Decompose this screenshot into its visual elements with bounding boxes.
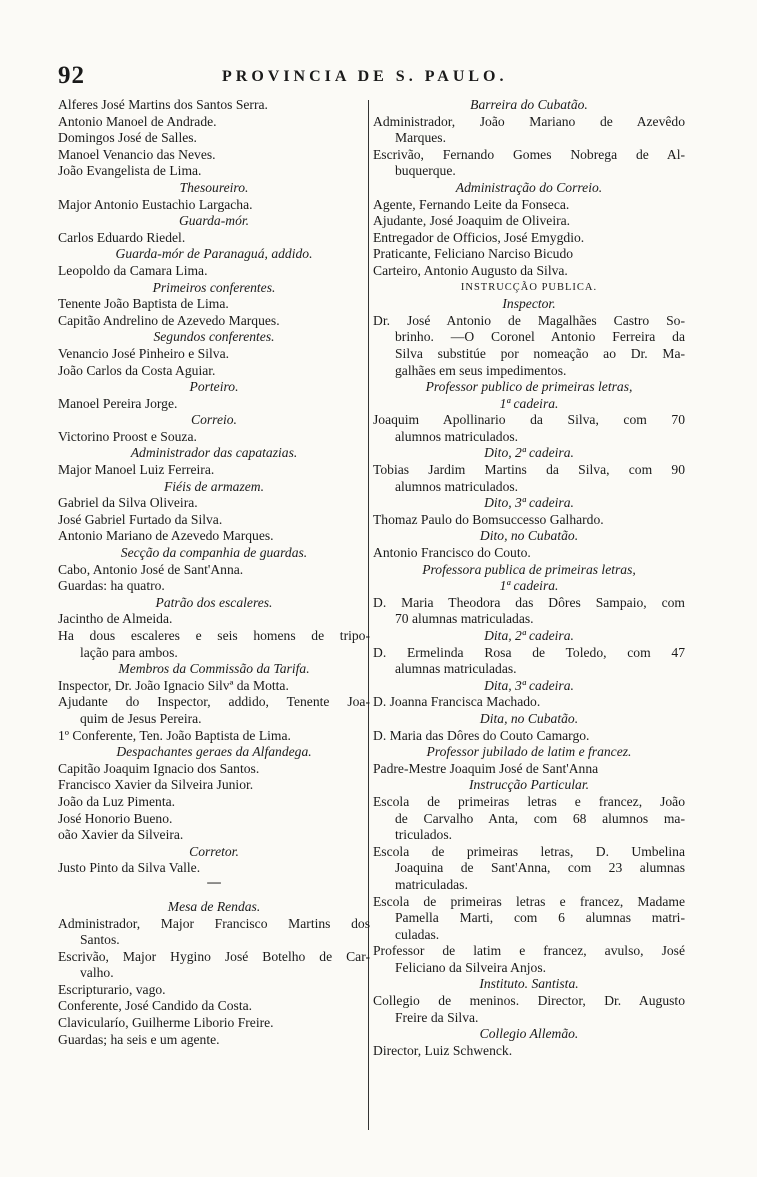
section-heading: Dito, 3ª cadeira.: [484, 495, 574, 511]
section-heading: Professor publico de primeiras letras,: [425, 379, 633, 395]
entry-line: Leopoldo da Camara Lima.: [58, 262, 208, 278]
entry-line: Manoel Venancio das Neves.: [58, 146, 216, 162]
right-column: [373, 97, 685, 1059]
section-heading: Segundos conferentes.: [153, 329, 275, 345]
entry-line: Silva substitúe por nomeação ao Dr. Ma-: [395, 345, 685, 361]
entry-line: Professor de latim e francez, avulso, José: [373, 943, 685, 959]
section-heading: 1ª cadeira.: [499, 578, 559, 594]
section-heading: Dito, 2ª cadeira.: [484, 445, 574, 461]
entry-line: Administrador, João Mariano de Azevêdo: [373, 113, 685, 129]
entry-line: Capitão Joaquim Ignacio dos Santos.: [58, 760, 260, 776]
entry-line: Collegio de meninos. Director, Dr. Augusto: [373, 993, 685, 1009]
entry-line: Inspector, Dr. João Ignacio Silvª da Motta.: [58, 677, 289, 693]
entry-line: Pamella Marti, com 6 alumnas matri-: [395, 910, 685, 926]
section-heading: Administração do Correio.: [455, 179, 603, 195]
entry-line: Cabo, Antonio José de Sant'Anna.: [58, 561, 244, 577]
section-heading: Dita, 2ª cadeira.: [484, 628, 574, 643]
entry-line: Marques.: [395, 130, 446, 146]
section-heading: Fiéis de armazem.: [163, 478, 265, 494]
entry-line: José Honorio Bueno.: [58, 810, 173, 826]
section-heading: Secção da companhia de guardas.: [120, 545, 308, 561]
entry-line: 1º Conferente, Ten. João Baptista de Lima.: [58, 727, 291, 743]
section-heading: Despachantes geraes da Alfandega.: [116, 744, 312, 760]
entry-line: Major Antonio Eustachio Largacha.: [58, 196, 253, 212]
entry-line: de Carvalho Anta, com 68 alumnos ma-: [395, 810, 685, 826]
entry-line: Conferente, José Candido da Costa.: [58, 998, 253, 1014]
page-number: 92: [58, 62, 85, 89]
section-heading: Dita, 3ª cadeira.: [484, 677, 574, 693]
entry-line: Manoel Pereira Jorge.: [58, 395, 178, 411]
entry-line: Venancio José Pinheiro e Silva.: [58, 345, 230, 361]
entry-line: Thomaz Paulo do Bomsuccesso Galhardo.: [373, 511, 604, 527]
entry-line: Guardas: ha quatro.: [58, 578, 165, 594]
entry-line: Antonio Manoel de Andrade.: [58, 113, 217, 129]
entry-line: Escola de primeiras letras, D. Umbelina: [373, 843, 685, 859]
entry-line: alumnas matriculadas.: [395, 661, 517, 677]
entry-line: D. Joanna Francisca Machado.: [373, 694, 541, 710]
entry-line: valho.: [80, 965, 114, 981]
entry-line: triculados.: [395, 827, 453, 843]
entry-line: Director, Luiz Schwenck.: [373, 1042, 513, 1058]
entry-line: culadas.: [395, 926, 440, 942]
entry-line: João Carlos da Costa Aguiar.: [58, 362, 216, 378]
entry-line: galhães em seus impedimentos.: [395, 362, 567, 378]
entry-line: Santos.: [80, 932, 120, 948]
entry-line: Feliciano da Silveira Anjos.: [395, 959, 547, 975]
entry-line: Escrivão, Fernando Gomes Nobrega de Al-: [373, 146, 685, 162]
entry-line: Jacintho de Almeida.: [58, 611, 173, 627]
section-heading: Administrador das capatazias.: [130, 445, 298, 461]
entry-line: alumnos matriculados.: [395, 428, 519, 444]
section-heading: Porteiro.: [189, 379, 239, 395]
entry-line: quim de Jesus Pereira.: [80, 710, 202, 726]
entry-line: Capitão Andrelino de Azevedo Marques.: [58, 312, 280, 328]
entry-line: Clavicularío, Guilherme Liborio Freire.: [58, 1015, 274, 1031]
section-heading: Professora publica de primeiras letras,: [422, 561, 636, 577]
section-heading: Professor jubilado de latim e francez.: [426, 744, 632, 760]
section-heading: Membros da Commissão da Tarifa.: [118, 661, 310, 677]
section-heading: INSTRUCÇÃO PUBLICA.: [460, 281, 598, 293]
entry-line: João Evangelista de Lima.: [58, 163, 202, 179]
entry-line: 70 alumnas matriculadas.: [395, 611, 534, 627]
entry-line: oão Xavier da Silveira.: [58, 827, 184, 843]
section-heading: 1ª cadeira.: [499, 395, 559, 411]
entry-line: Tenente João Baptista de Lima.: [58, 296, 229, 312]
entry-line: Ajudante, José Joaquim de Oliveira.: [373, 213, 571, 229]
section-heading: Dito, no Cubatão.: [479, 528, 579, 544]
section-heading: Barreira do Cubatão.: [470, 97, 588, 112]
section-heading: Mesa de Rendas.: [167, 898, 261, 914]
entry-line: Guardas; ha seis e um agente.: [58, 1031, 220, 1047]
page-title: PROVINCIA DE S. PAULO.: [222, 68, 508, 85]
entry-line: Antonio Francisco do Couto.: [373, 545, 531, 561]
entry-line: Praticante, Feliciano Narciso Bicudo: [373, 246, 574, 262]
entry-line: lação para ambos.: [80, 644, 178, 660]
section-heading: Guarda-mór de Paranaguá, addido.: [115, 246, 313, 262]
entry-line: D. Ermelinda Rosa de Toledo, com 47: [373, 644, 685, 660]
entry-line: Ajudante do Inspector, addido, Tenente Joa-: [58, 694, 370, 710]
entry-line: D. Maria Theodora das Dôres Sampaio, com: [373, 594, 685, 610]
section-heading: Guarda-mór.: [178, 213, 250, 229]
entry-line: Escrivão, Major Hygino José Botelho de Car-: [58, 948, 370, 964]
entry-line: brinho. —O Coronel Antonio Ferreira da: [395, 329, 685, 345]
entry-line: buquerque.: [395, 163, 456, 179]
entry-line: Entregador de Officios, José Emygdio.: [373, 229, 585, 245]
entry-line: Escola de primeiras letras e francez, João: [373, 793, 685, 809]
entry-line: Freire da Silva.: [395, 1009, 479, 1025]
section-heading: Collegio Allemão.: [479, 1026, 579, 1042]
section-heading: Instrucção Particular.: [468, 777, 590, 793]
section-heading: Dita, no Cubatão.: [479, 710, 579, 726]
separator-dash: —: [207, 873, 221, 889]
entry-line: Carteiro, Antonio Augusto da Silva.: [373, 262, 568, 278]
entry-line: Joaquina de Sant'Anna, com 23 alumnas: [395, 860, 685, 876]
entry-line: alumnos matriculados.: [395, 478, 519, 494]
entry-line: Escola de primeiras letras e francez, Madame: [373, 893, 685, 909]
section-heading: Inspector.: [502, 296, 556, 312]
section-heading: Corretor.: [189, 843, 239, 859]
entry-line: matriculadas.: [395, 876, 468, 892]
entry-line: D. Maria das Dôres do Couto Camargo.: [373, 727, 590, 743]
entry-line: Victorino Proost e Souza.: [58, 428, 197, 444]
entry-line: Alferes José Martins dos Santos Serra.: [58, 97, 268, 112]
entry-line: Carlos Eduardo Riedel.: [58, 229, 186, 245]
left-column: [58, 97, 370, 1048]
entry-line: Tobias Jardim Martins da Silva, com 90: [373, 462, 685, 478]
entry-line: Joaquim Apollinario da Silva, com 70: [373, 412, 685, 428]
section-heading: Thesoureiro.: [179, 179, 249, 195]
entry-line: João da Luz Pimenta.: [58, 793, 176, 809]
entry-line: Dr. José Antonio de Magalhães Castro So-: [373, 312, 685, 328]
section-heading: Patrão dos escaleres.: [155, 594, 273, 610]
entry-line: Administrador, Major Francisco Martins dos: [58, 915, 370, 931]
entry-line: Gabriel da Silva Oliveira.: [58, 495, 198, 511]
entry-line: Major Manoel Luiz Ferreira.: [58, 462, 215, 478]
section-heading: Primeiros conferentes.: [152, 279, 276, 295]
entry-line: Padre-Mestre Joaquim José de Sant'Anna: [373, 760, 599, 776]
entry-line: Francisco Xavier da Silveira Junior.: [58, 777, 254, 793]
entry-line: Agente, Fernando Leite da Fonseca.: [373, 196, 570, 212]
entry-line: José Gabriel Furtado da Silva.: [58, 511, 223, 527]
section-heading: Instituto. Santista.: [479, 976, 579, 992]
entry-line: Escripturario, vago.: [58, 981, 166, 997]
entry-line: Ha dous escaleres e seis homens de tripo-: [58, 628, 370, 643]
section-heading: Correio.: [191, 412, 237, 428]
entry-line: Antonio Mariano de Azevedo Marques.: [58, 528, 274, 544]
entry-line: Justo Pinto da Silva Valle.: [58, 860, 201, 876]
entry-line: Domingos José de Salles.: [58, 130, 197, 146]
